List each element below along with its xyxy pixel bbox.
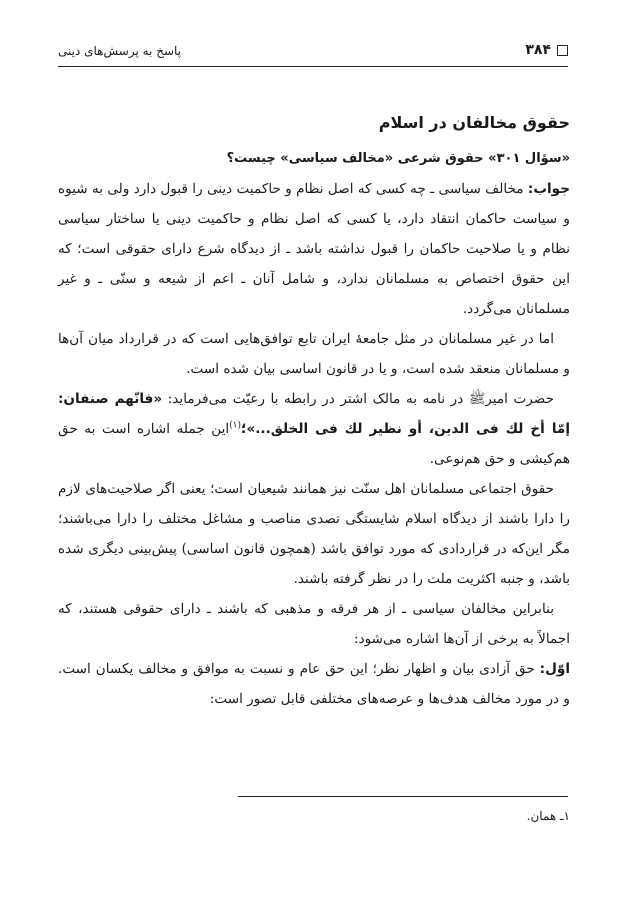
section-title: حقوق مخالفان در اسلام	[378, 113, 570, 132]
page-header	[58, 42, 568, 67]
running-title: پاسخ به پرسش‌های دینی	[58, 44, 182, 58]
page-number: ۳۸۴	[525, 42, 551, 58]
footnote: ۱ـ همان.	[526, 809, 570, 823]
paragraph-non-muslims: اما در غیر مسلمانان در مثل جامعهٔ ایران تابع توافق‌هایی است که در قرارداد میان آن‌ها و مسلمانان منعقد شده است، و یا در قانون اساسی بیان شده است.	[58, 331, 570, 377]
footnote-marker: (۱)	[229, 420, 242, 431]
page-body	[58, 108, 570, 714]
letter-quote: «فانّهم صنفان: إمّا أخ لك فی الدین، أو نظیر لك فی الخلق...»؛	[58, 391, 571, 437]
question-heading: «سؤال ۳۰۱» حقوق شرعی «مخالف سیاسی» چیست؟	[226, 151, 570, 166]
letter-intro: حضرت امیرﷺ در نامه به مالک اشتر در رابطه با رعیّت می‌فرماید:	[162, 391, 554, 407]
first-right-label: اوّل:	[539, 661, 570, 677]
paragraph-imam-letter	[58, 384, 570, 474]
square-icon	[557, 45, 568, 56]
paragraph-first-right	[58, 654, 570, 714]
answer-text: مخالف سیاسی ـ چه کسی که اصل نظام و حاکمیت دینی را قبول دارد ولی به شیوه و سیاست حاکمان انتقاد دارد، یا کسی که اصل نظام و حاکمیت دینی یا ساختار سیاسی نظام و یا صلاحیت حاکمان را قبول نداشته باشد ـ از دیدگاه شرع دارای حقوقی است؛ که این حقوق اختصاص به مسلمانان ندارد، و شامل آنان ـ اعم از شیعه و سنّی ـ و غیر مسلمانان می‌گردد.	[58, 181, 570, 317]
answer-paragraph	[58, 174, 570, 324]
page-number-block	[525, 42, 568, 58]
footnote-divider	[238, 796, 568, 797]
answer-label: جواب:	[527, 181, 570, 197]
paragraph-sunni-rights: حقوق اجتماعی مسلمانان اهل سنّت نیز همانند شیعیان است؛ یعنی اگر صلاحیت‌های لازم را دارا باشند از دیدگاه اسلام شایستگی تصدی مناصب و مشاغل مختلف را دارا می‌باشند؛ مگر این‌که در قراردادی که مورد توافق باشد (همچون قانون اساسی) پیش‌بینی دیگری شده باشد، و جنبه اکثریت ملت را در نظر گرفته باشند.	[58, 481, 570, 587]
first-right-text: حق آزادی بیان و اظهار نظر؛ این حق عام و نسبت به موافق و مخالف یکسان است. و در مورد مخالف هدف‌ها و عرصه‌های مختلفی قابل تصور است:	[58, 661, 570, 707]
letter-explanation: این جمله اشاره است به حق هم‌کیشی و حق هم‌نوعی.	[58, 421, 570, 467]
paragraph-opponents-rights: بنابراین مخالفان سیاسی ـ از هر فرقه و مذهبی که باشند ـ دارای حقوقی هستند، که اجمالاً به برخی از آن‌ها اشاره می‌شود:	[58, 601, 570, 647]
